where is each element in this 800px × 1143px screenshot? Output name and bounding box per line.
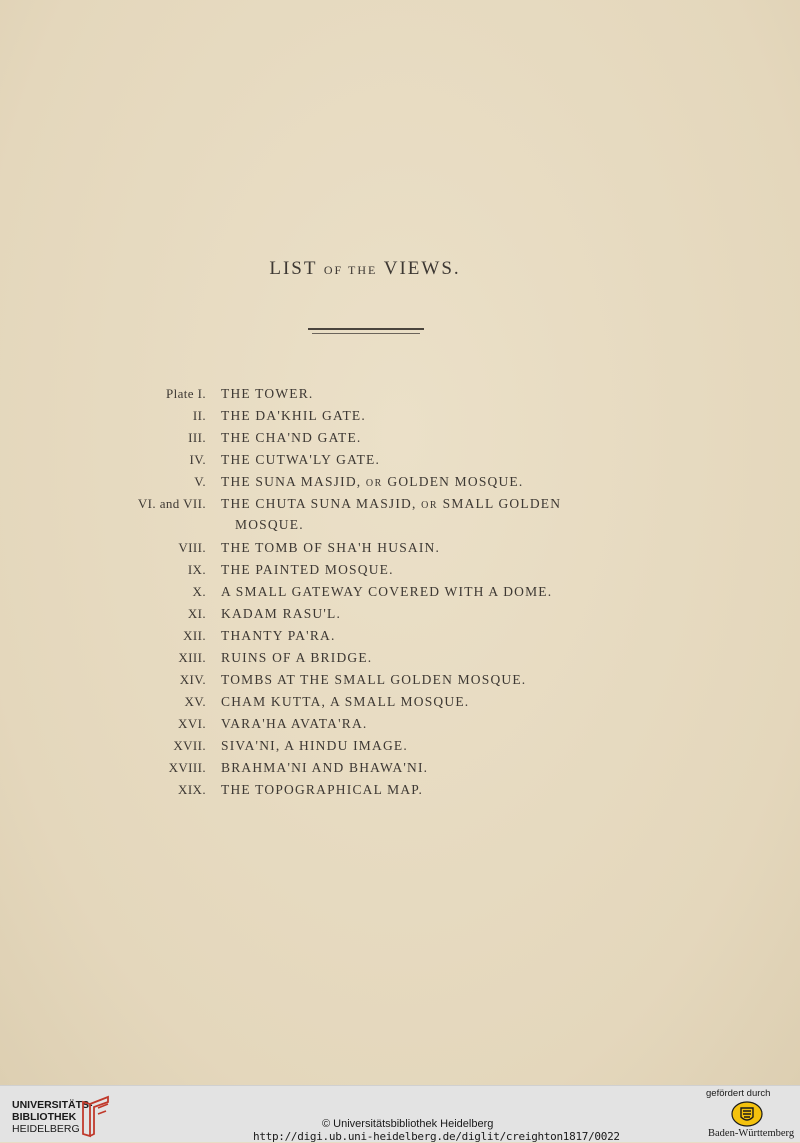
list-item: [0, 408, 800, 430]
list-item: [0, 496, 800, 518]
list-item: [0, 738, 800, 760]
coat-of-arms-icon[interactable]: [730, 1100, 764, 1128]
funded-by-label: gefördert durch: [706, 1088, 771, 1099]
view-title: THANTY PA'RA.: [221, 628, 336, 643]
plate-number: IX.: [187, 562, 206, 577]
plate-number: XV.: [184, 694, 206, 709]
view-title: THE CHUTA SUNA MASJID, OR SMALL GOLDEN: [221, 496, 562, 511]
list-item: [0, 628, 800, 650]
list-item: [0, 606, 800, 628]
copyright-notice: © Universitätsbibliothek Heidelberg: [322, 1118, 494, 1130]
title-word-list: LIST: [269, 258, 318, 279]
list-item: [0, 474, 800, 496]
plate-number: III.: [188, 430, 206, 445]
view-title: VARA'HA AVATA'RA.: [221, 716, 368, 731]
view-title: A SMALL GATEWAY COVERED WITH A DOME.: [221, 584, 553, 599]
title-word-views: VIEWS.: [383, 258, 461, 279]
view-title: THE CHA'ND GATE.: [221, 430, 362, 445]
view-title: THE TOPOGRAPHICAL MAP.: [221, 782, 424, 797]
title-rule-thick: [308, 328, 424, 330]
list-item: [0, 760, 800, 782]
plate-number: X.: [192, 584, 206, 599]
view-title: THE CUTWA'LY GATE.: [221, 452, 381, 467]
plate-number: XIX.: [178, 782, 206, 797]
plate-number: VIII.: [178, 540, 206, 555]
view-title: THE PAINTED MOSQUE.: [221, 562, 394, 577]
view-title: THE DA'KHIL GATE.: [221, 408, 366, 423]
view-title: KADAM RASU'L.: [221, 606, 342, 621]
plate-number: XII.: [183, 628, 206, 643]
view-title: TOMBS AT THE SMALL GOLDEN MOSQUE.: [221, 672, 527, 687]
plate-number: XI.: [187, 606, 206, 621]
view-title: SIVA'NI, A HINDU IMAGE.: [221, 738, 408, 753]
view-title: THE TOWER.: [221, 386, 314, 401]
view-title: THE TOMB OF SHA'H HUSAIN.: [221, 540, 441, 555]
plate-number: XIV.: [179, 672, 206, 687]
plate-number: XVI.: [178, 716, 206, 731]
view-title: RUINS OF A BRIDGE.: [221, 650, 373, 665]
library-logo-text[interactable]: UNIVERSITÄTS- BIBLIOTHEK HEIDELBERG: [12, 1099, 93, 1135]
plate-number: II.: [192, 408, 206, 423]
view-title-continuation: MOSQUE.: [235, 517, 304, 532]
list-item: [0, 672, 800, 694]
page-title: [0, 258, 730, 280]
list-item: [0, 584, 800, 606]
plate-number: XIII.: [178, 650, 206, 665]
title-small-caps: OF THE: [323, 263, 378, 277]
list-item: [0, 782, 800, 804]
plate-number: XVIII.: [168, 760, 206, 775]
plate-number: XVII.: [173, 738, 206, 753]
list-item: [0, 540, 800, 562]
view-title: CHAM KUTTA, A SMALL MOSQUE.: [221, 694, 470, 709]
list-item: [0, 650, 800, 672]
list-item: [0, 452, 800, 474]
permalink-url[interactable]: http://digi.ub.uni-heidelberg.de/diglit/creighton1817/0022: [253, 1130, 620, 1143]
funder-name[interactable]: Baden-Württemberg: [708, 1128, 795, 1139]
list-item: [0, 386, 800, 408]
list-item-continuation: [0, 517, 800, 539]
plate-number: IV.: [189, 452, 206, 467]
library-logo-icon[interactable]: [80, 1094, 112, 1138]
view-title: BRAHMA'NI AND BHAWA'NI.: [221, 760, 429, 775]
plate-number: Plate I.: [165, 386, 206, 401]
title-rule-thin: [312, 333, 420, 334]
library-footer: [0, 1085, 800, 1142]
view-title: THE SUNA MASJID, OR GOLDEN MOSQUE.: [221, 474, 524, 489]
list-item: [0, 716, 800, 738]
list-item: [0, 694, 800, 716]
list-item: [0, 430, 800, 452]
list-item: [0, 562, 800, 584]
plate-number: V.: [194, 474, 206, 489]
plate-number: VI. and VII.: [137, 496, 206, 511]
